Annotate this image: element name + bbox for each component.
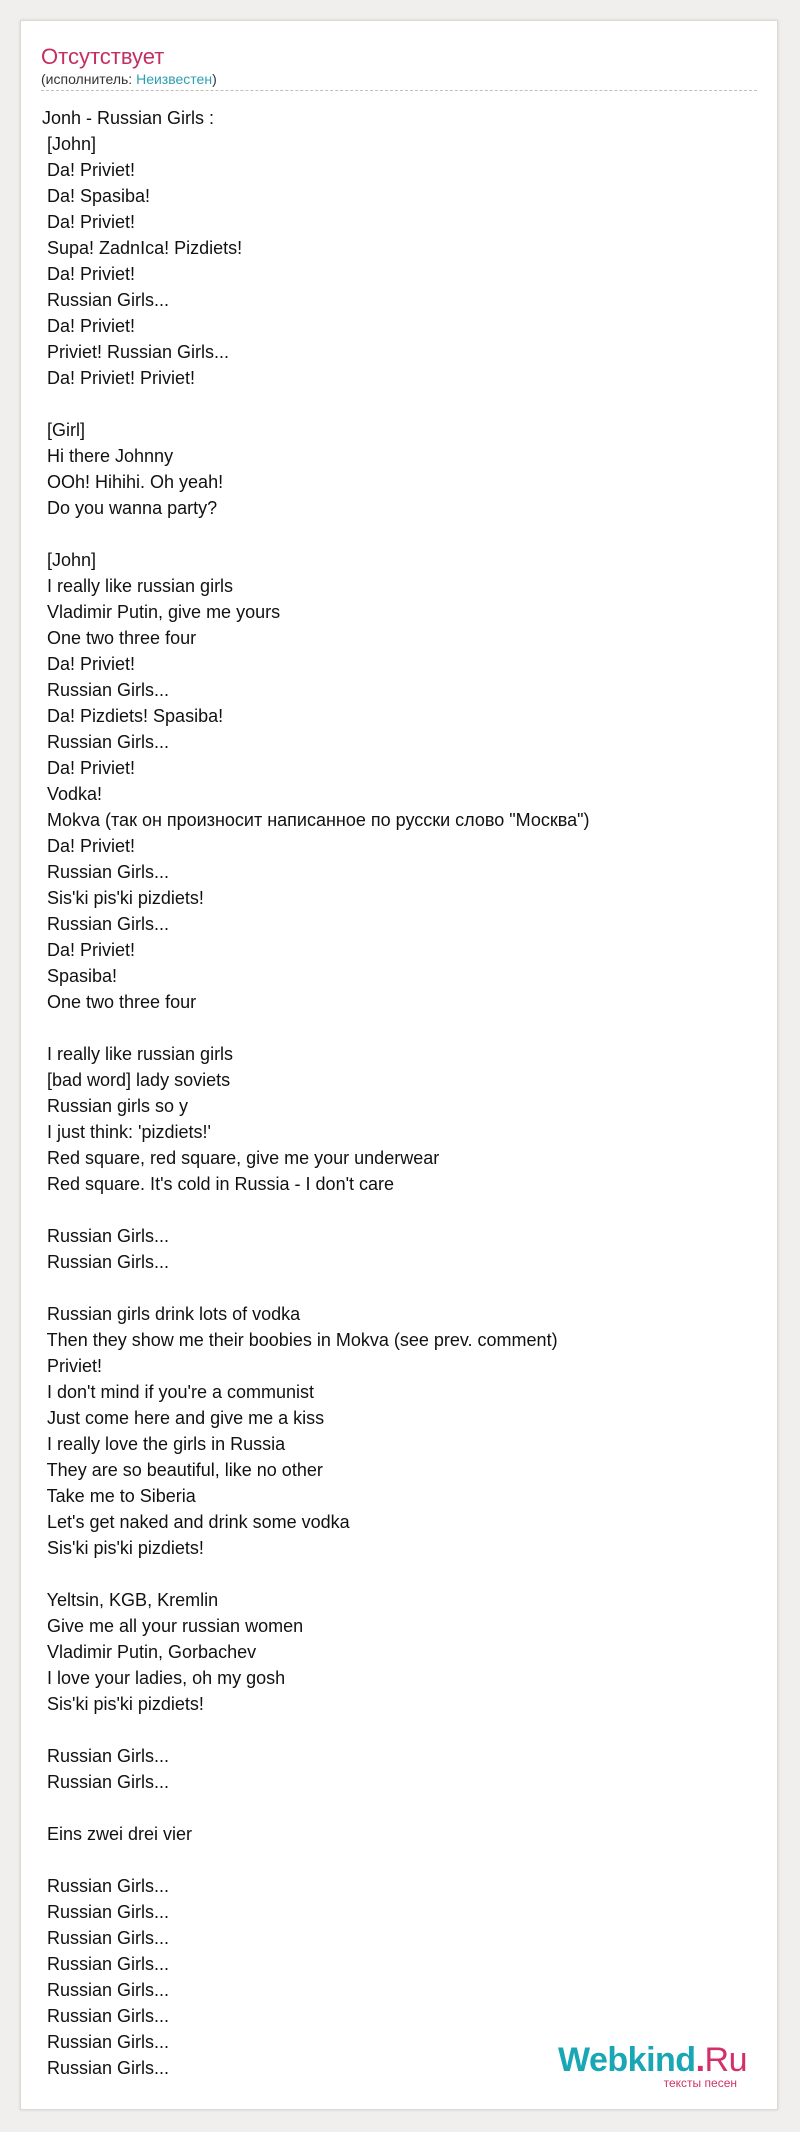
lyric-line: Spasiba!: [42, 966, 118, 986]
lyric-line: I love your ladies, oh my gosh: [42, 1668, 286, 1688]
lyric-line: Sis'ki pis'ki pizdiets!: [42, 1694, 204, 1714]
lyric-line: Russian Girls...: [42, 862, 170, 882]
lyric-line: Eins zwei drei vier: [42, 1824, 193, 1844]
lyric-line: Russian Girls...: [42, 914, 170, 934]
lyrics-body: [42, 105, 762, 2081]
logo-wordmark: [558, 2043, 747, 2077]
lyric-line: Russian Girls...: [42, 1226, 170, 1246]
lyric-line: OOh! Hihihi. Oh yeah!: [42, 472, 224, 492]
lyric-line: Russian Girls...: [42, 1252, 170, 1272]
lyric-line: [42, 1015, 762, 1041]
lyric-line: Russian Girls...: [42, 1746, 170, 1766]
lyric-line: Yeltsin, KGB, Kremlin: [42, 1590, 219, 1610]
lyric-line: Give me all your russian women: [42, 1616, 304, 1636]
artist-link[interactable]: Неизвестен: [136, 71, 213, 87]
lyric-line: [42, 1197, 762, 1223]
lyric-line: Da! Priviet!: [42, 836, 136, 856]
lyric-line: Russian Girls...: [42, 1980, 170, 2000]
lyric-line: Russian Girls...: [42, 680, 170, 700]
lyric-line: Just come here and give me a kiss: [42, 1408, 325, 1428]
lyric-line: [42, 1795, 762, 1821]
lyric-line: Hi there Johnny: [42, 446, 174, 466]
lyric-line: Da! Spasiba!: [42, 186, 151, 206]
lyric-line: Russian Girls...: [42, 1876, 170, 1896]
lyric-line: Da! Priviet!: [42, 212, 136, 232]
lyric-line: Vladimir Putin, Gorbachev: [42, 1642, 257, 1662]
logo-tagline: тексты песен: [663, 2076, 737, 2090]
lyric-line: Da! Priviet!: [42, 940, 136, 960]
lyric-line: Russian Girls...: [42, 2058, 170, 2078]
lyric-line: Mokva (так он произносит написанное по русски слово "Москва"): [42, 810, 590, 830]
lyric-line: I really love the girls in Russia: [42, 1434, 286, 1454]
site-logo[interactable]: [558, 2043, 747, 2089]
lyric-line: Da! Priviet! Priviet!: [42, 368, 196, 388]
lyric-line: Red square, red square, give me your underwear: [42, 1148, 440, 1168]
lyric-line: Da! Priviet!: [42, 758, 136, 778]
lyric-line: [John]: [42, 550, 97, 570]
lyric-line: Russian Girls...: [42, 1928, 170, 1948]
lyric-line: Vodka!: [42, 784, 103, 804]
lyric-line: Supa! ZadnIca! Pizdiets!: [42, 238, 243, 258]
lyric-line: Priviet! Russian Girls...: [42, 342, 230, 362]
lyric-line: Russian Girls...: [42, 2006, 170, 2026]
lyric-line: [42, 391, 762, 417]
lyric-line: Let's get naked and drink some vodka: [42, 1512, 350, 1532]
lyric-line: Da! Priviet!: [42, 160, 136, 180]
lyric-line: Da! Pizdiets! Spasiba!: [42, 706, 224, 726]
lyric-line: Russian Girls...: [42, 1902, 170, 1922]
artist-line: [41, 71, 757, 91]
lyric-line: Russian Girls...: [42, 1772, 170, 1792]
lyric-line: Russian Girls...: [42, 1954, 170, 1974]
lyric-line: Jonh - Russian Girls :: [42, 108, 215, 128]
lyric-line: Da! Priviet!: [42, 316, 136, 336]
artist-prefix: (исполнитель:: [41, 71, 137, 87]
lyric-line: Priviet!: [42, 1356, 103, 1376]
song-title: Отсутствует: [41, 44, 165, 69]
lyric-line: [John]: [42, 134, 97, 154]
lyric-line: I just think: 'pizdiets!': [42, 1122, 211, 1142]
lyric-line: Then they show me their boobies in Mokva (see prev. comment): [42, 1330, 558, 1350]
lyric-line: One two three four: [42, 992, 197, 1012]
lyric-line: [42, 1275, 762, 1301]
lyric-line: I really like russian girls: [42, 1044, 234, 1064]
lyric-line: Do you wanna party?: [42, 498, 218, 518]
lyric-line: Sis'ki pis'ki pizdiets!: [42, 888, 204, 908]
lyric-line: [bad word] lady soviets: [42, 1070, 231, 1090]
lyric-line: Da! Priviet!: [42, 654, 136, 674]
lyric-line: [42, 1717, 762, 1743]
lyrics-card: [20, 20, 778, 2110]
lyric-line: They are so beautiful, like no other: [42, 1460, 323, 1480]
artist-suffix: ): [212, 71, 217, 87]
lyric-line: Russian Girls...: [42, 2032, 170, 2052]
lyric-line: One two three four: [42, 628, 197, 648]
logo-name: Webkind: [558, 2041, 696, 2079]
lyric-line: [42, 1847, 762, 1873]
lyric-line: Russian Girls...: [42, 732, 170, 752]
lyric-line: Russian Girls...: [42, 290, 170, 310]
lyric-line: Russian girls drink lots of vodka: [42, 1304, 301, 1324]
lyric-line: I don't mind if you're a communist: [42, 1382, 314, 1402]
logo-dot: .: [695, 2041, 705, 2079]
lyric-line: [42, 521, 762, 547]
lyric-line: [42, 1561, 762, 1587]
logo-tld: Ru: [704, 2041, 747, 2079]
lyric-line: [Girl]: [42, 420, 85, 440]
lyric-line: Red square. It's cold in Russia - I don't care: [42, 1174, 395, 1194]
lyric-line: Da! Priviet!: [42, 264, 136, 284]
lyric-line: I really like russian girls: [42, 576, 234, 596]
song-header: [41, 43, 757, 91]
lyric-line: Sis'ki pis'ki pizdiets!: [42, 1538, 204, 1558]
lyric-line: Take me to Siberia: [42, 1486, 196, 1506]
lyric-line: Russian girls so y: [42, 1096, 189, 1116]
lyric-line: Vladimir Putin, give me yours: [42, 602, 281, 622]
